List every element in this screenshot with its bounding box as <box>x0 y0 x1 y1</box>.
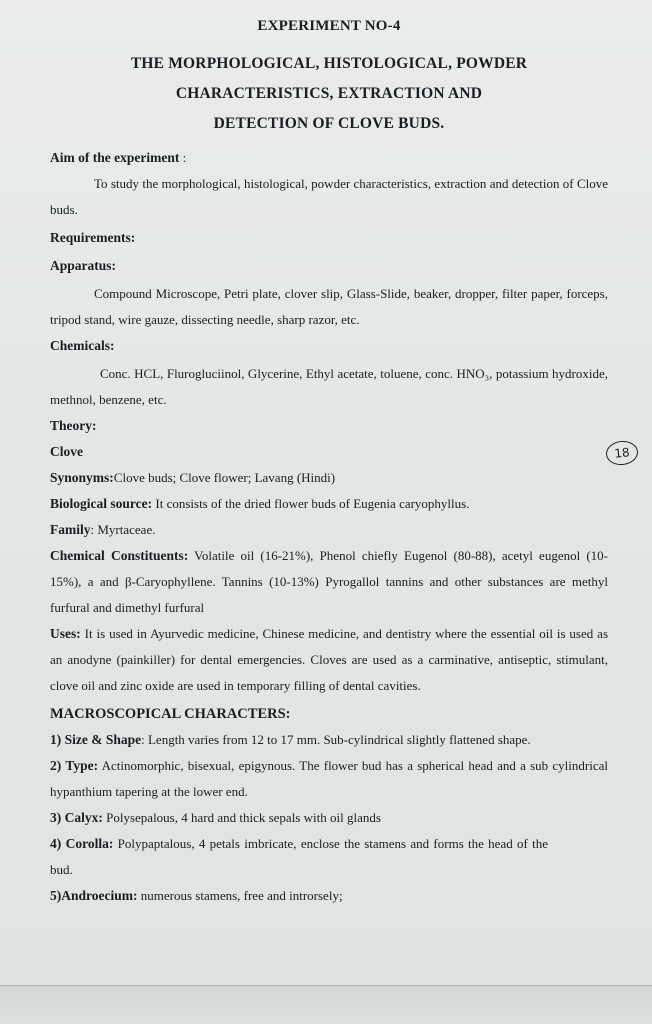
family-line <box>50 517 608 543</box>
chemicals-text: Conc. HCL, Flurogluciinol, Glycerine, Ethyl acetate, toluene, conc. HNO₃, potassium hydroxide, methnol, benzene, etc. <box>50 366 608 407</box>
experiment-number: EXPERIMENT NO-4 <box>257 18 401 34</box>
title-line-3: DETECTION OF CLOVE BUDS. <box>213 115 445 132</box>
macro-item <box>50 831 608 883</box>
macro-item <box>50 753 608 805</box>
family-text: : Myrtaceae. <box>90 522 156 537</box>
biosource-label: Biological source: <box>50 496 153 511</box>
chemicals-heading: Chemicals: <box>50 338 115 353</box>
title-line-2: CHARACTERISTICS, EXTRACTION AND <box>175 85 483 102</box>
aim-colon: : <box>179 150 187 165</box>
apparatus-text: Compound Microscope, Petri plate, clover slip, Glass-Slide, beaker, dropper, filter paper, forceps, tripod stand, wire gauze, dissecting needle, sharp razor, etc. <box>50 286 608 327</box>
page-fold-line <box>0 985 652 986</box>
constituents-label: Chemical Constituents: <box>50 548 189 563</box>
aim-label: Aim of the experiment <box>50 150 180 165</box>
aim-text: To study the morphological, histological, powder characteristics, extraction and detection of Clove buds. <box>50 176 608 217</box>
biosource-text: It consists of the dried flower buds of Eugenia caryophyllus. <box>152 496 470 511</box>
macro-item-label: 2) Type: <box>50 758 99 773</box>
macro-item <box>50 883 608 909</box>
macro-item <box>50 727 608 753</box>
family-label: Family <box>50 522 91 537</box>
macro-item-text: numerous stamens, free and introrsely; <box>137 888 343 903</box>
drug-name: Clove <box>50 444 83 459</box>
constituents-text: Volatile oil (16-21%), Phenol chiefly Eugenol (80-88), acetyl eugenol (10- 15%), a and β-Caryophyllene. Tannins (10-13%) Pyrogallol tannins and other substances are methyl furfural and dimethyl furfural <box>50 548 608 615</box>
synonyms-text: Clove buds; Clove flower; Lavang (Hindi) <box>113 470 336 485</box>
aim-heading <box>50 145 608 171</box>
macroscopical-heading: MACROSCOPICAL CHARACTERS: <box>50 706 291 722</box>
uses-paragraph <box>50 621 608 699</box>
macro-item-text: Polypaptalous, 4 petals imbricate, enclose the stamens and forms the head of the bud. <box>50 836 548 877</box>
biosource-line <box>50 491 608 517</box>
theory-heading: Theory: <box>50 418 97 433</box>
macro-item-label: 3) Calyx: <box>50 810 103 825</box>
macro-item-label: 1) Size & Shape <box>50 732 142 747</box>
macro-item <box>50 805 608 831</box>
macro-item-text: Actinomorphic, bisexual, epigynous. The flower bud has a spherical head and a sub cylindrical hypanthium tapering at the lower end. <box>50 758 608 799</box>
uses-text: It is used in Ayurvedic medicine, Chinese medicine, and dentistry where the essential oil is used as an anodyne (painkiller) for dental emergencies. Cloves are used as a carminative, antiseptic, stimulant, clove oil and zinc oxide are used in temporary filling of dental cavities. <box>50 626 608 693</box>
macro-item-text: : Length varies from 12 to 17 mm. Sub-cylindrical slightly flattened shape. <box>141 732 531 747</box>
macro-item-label: 4) Corolla: <box>50 836 114 851</box>
experiment-title <box>50 49 608 139</box>
title-line-1: THE MORPHOLOGICAL, HISTOLOGICAL, POWDER <box>130 55 528 72</box>
handwritten-page-mark: 18 <box>605 439 639 466</box>
page-bottom-edge <box>0 986 652 1024</box>
synonyms-line <box>50 465 608 491</box>
macro-item-text: Polysepalous, 4 hard and thick sepals with oil glands <box>102 810 381 825</box>
macro-item-label: 5)Androecium: <box>50 888 138 903</box>
uses-label: Uses: <box>50 626 81 641</box>
constituents-paragraph <box>50 543 608 621</box>
requirements-heading: Requirements: <box>50 230 136 245</box>
synonyms-label: Synonyms: <box>50 470 114 485</box>
apparatus-heading: Apparatus: <box>50 258 117 273</box>
